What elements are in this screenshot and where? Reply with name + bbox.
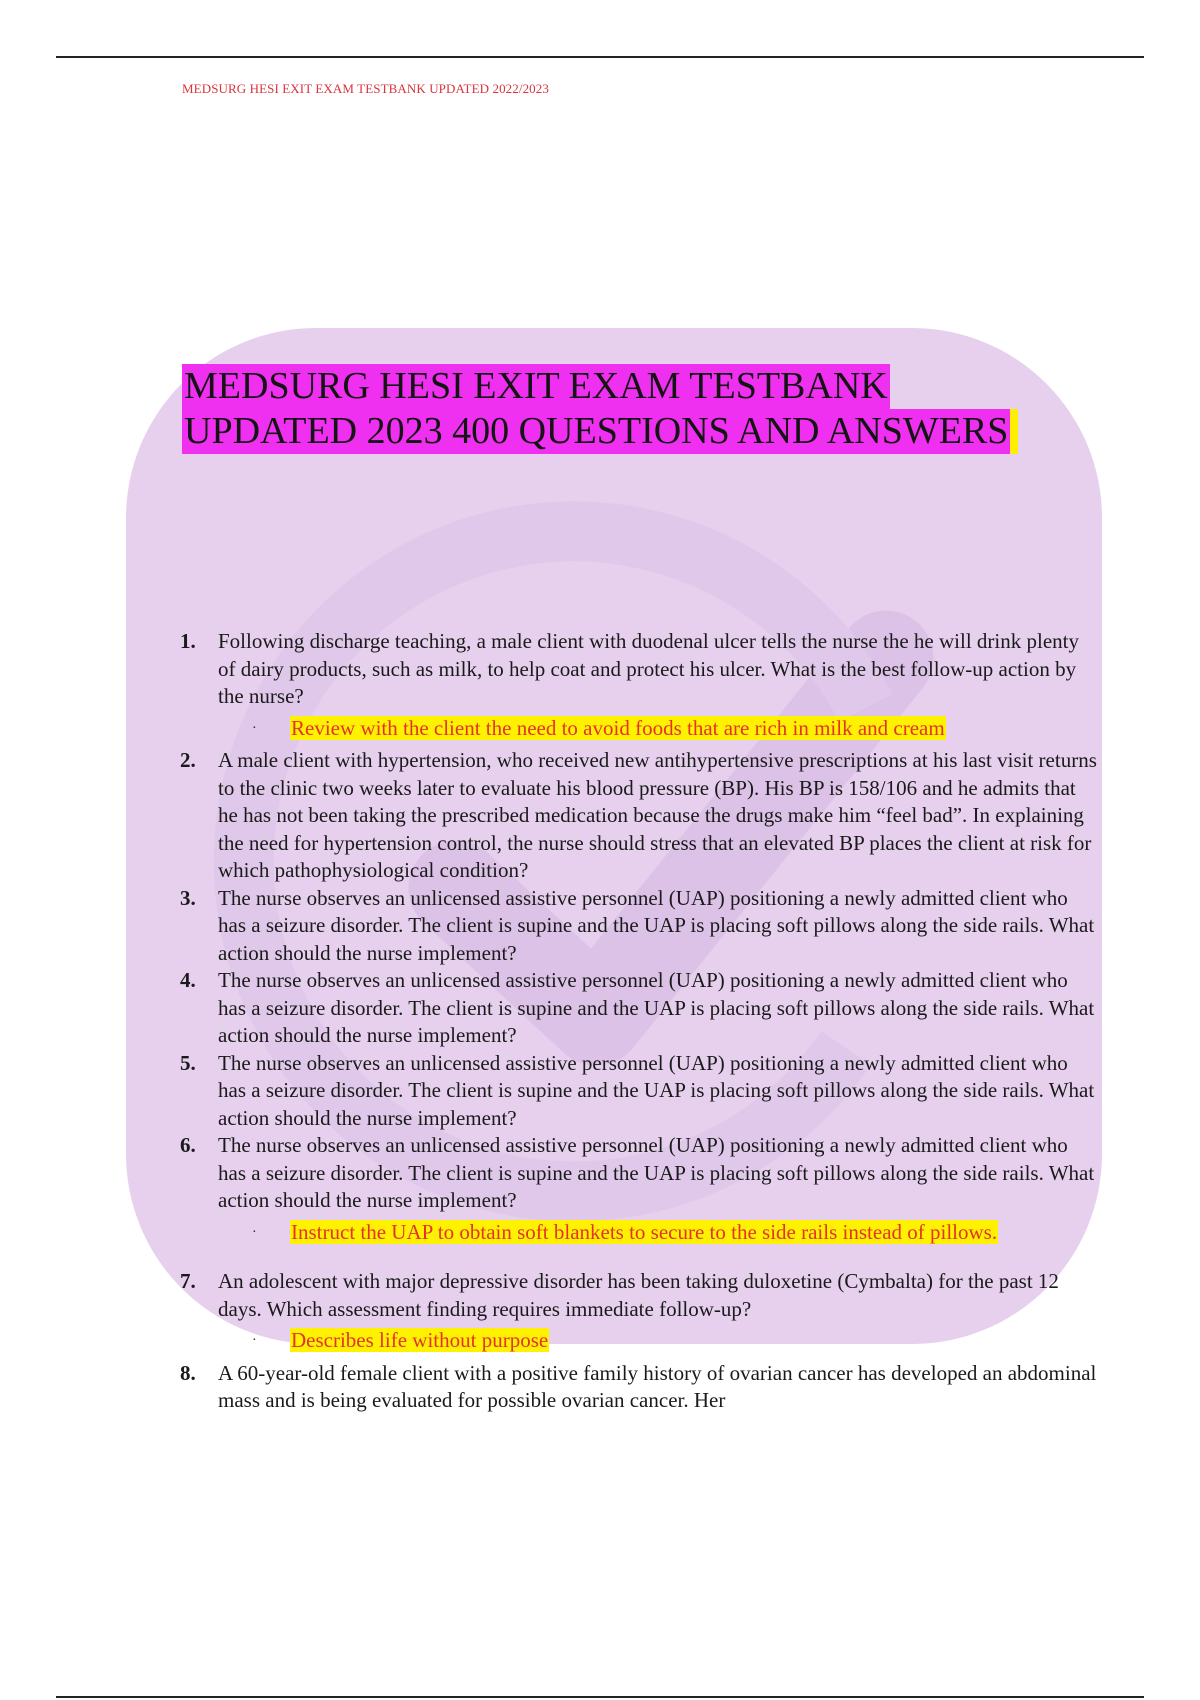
question-item (180, 1132, 1100, 1215)
question-item (180, 885, 1100, 968)
answer-text: Instruct the UAP to obtain soft blankets to secure to the side rails instead of pillows. (291, 1219, 998, 1244)
document-title (182, 364, 1018, 454)
question-text: Following discharge teaching, a male client with duodenal ulcer tells the nurse the he will drink plenty of dairy products, such as milk, to help coat and protect his ulcer. What is the best follow-up action by the nurse? (218, 629, 1079, 708)
bullet-icon: · (252, 1333, 257, 1348)
question-text: An adolescent with major depressive disorder has been taking duloxetine (Cymbalta) for the past 12 days. Which assessment finding requires immediate follow-up? (218, 1269, 1059, 1321)
answer-item (180, 715, 1100, 743)
question-number: 6. (180, 1133, 196, 1157)
question-number: 4. (180, 968, 196, 992)
bullet-icon: · (252, 720, 257, 736)
bullet-icon: · (252, 1224, 257, 1240)
title-line-1: MEDSURG HESI EXIT EXAM TESTBANK (184, 365, 888, 407)
question-text: The nurse observes an unlicensed assistive personnel (UAP) positioning a newly admitted client who has a seizure disorder. The client is supine and the UAP is placing soft pillows along the side rails. What action should the nurse implement? (218, 968, 1095, 1047)
question-item (180, 747, 1100, 885)
answer-item (180, 1219, 1100, 1247)
question-number: 7. (180, 1269, 196, 1293)
question-number: 8. (180, 1360, 196, 1385)
question-text: The nurse observes an unlicensed assistive personnel (UAP) positioning a newly admitted client who has a seizure disorder. The client is supine and the UAP is placing soft pillows along the side rails. What action should the nurse implement? (218, 1133, 1095, 1212)
question-item (180, 1050, 1100, 1133)
running-header: MEDSURG HESI EXIT EXAM TESTBANK UPDATED 2022/2023 (182, 81, 549, 96)
question-number: 2. (180, 748, 196, 772)
question-item (180, 628, 1100, 711)
question-item (180, 1268, 1100, 1323)
title-line-2: UPDATED 2023 400 QUESTIONS AND ANSWERS (182, 409, 1018, 454)
answer-item (180, 1327, 1100, 1355)
question-text: A male client with hypertension, who received new antihypertensive prescriptions at his last visit returns to the clinic two weeks later to evaluate his blood pressure (BP). His BP is 158/106 and he admits that he has not been taking the prescribed medication because the drugs make him “feel bad”. In explaining the need for hypertension control, the nurse should stress that an elevated BP places the client at risk for which pathophysiological condition? (218, 748, 1097, 882)
answer-text: Review with the client the need to avoid foods that are rich in milk and cream (291, 715, 945, 740)
question-number: 5. (180, 1050, 196, 1075)
question-text: A 60-year-old female client with a positive family history of ovarian cancer has developed an abdominal mass and is being evaluated for possible ovarian cancer. Her (218, 1360, 1097, 1412)
answer-text: Describes life without purpose (291, 1328, 549, 1352)
question-number: 3. (180, 885, 196, 910)
question-item (180, 1360, 1100, 1415)
question-number: 1. (180, 629, 196, 653)
question-item (180, 967, 1100, 1050)
top-rule (56, 56, 1144, 58)
question-text: The nurse observes an unlicensed assistive personnel (UAP) positioning a newly admitted client who has a seizure disorder. The client is supine and the UAP is placing soft pillows along the side rails. What action should the nurse implement? (218, 885, 1095, 965)
question-list (180, 628, 1100, 1415)
question-text: The nurse observes an unlicensed assistive personnel (UAP) positioning a newly admitted client who has a seizure disorder. The client is supine and the UAP is placing soft pillows along the side rails. What action should the nurse implement? (218, 1050, 1095, 1130)
bottom-rule (56, 1696, 1144, 1698)
